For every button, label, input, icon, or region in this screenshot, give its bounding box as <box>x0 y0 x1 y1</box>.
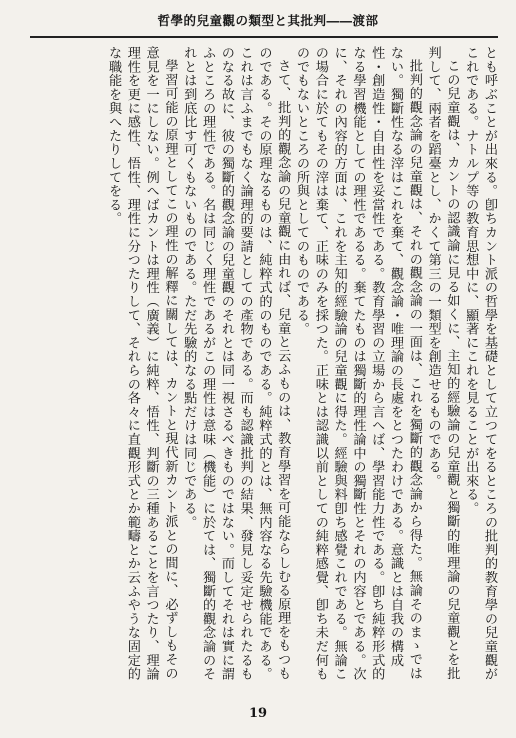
body-text <box>30 46 498 686</box>
paragraph: この兒童觀は、カントの認識論に見る如くに、主知的經驗論の兒童觀と獨斷的唯理論の兒童觀とを批判して、兩者を蹈臺とし、かくて第三の一類型を創造せるものである。 <box>425 46 460 681</box>
paragraph: 批判的觀念論の兒童觀は、それの觀念論の一面は、これを獨斷的觀念論から得た。無論そのまゝではない。獨斷性なる滓はこれを棄て、觀念論・唯理論の長處をとつたわけである。意識とは自我の構成性・創造性・自由性を妥當性である。教育學習の立場から言へば、學習能力性である。卽ち純粹形式的なる學習機能としての理性であるる。棄てたものは獨斷的理性論中の獨斷性とそれの内容とである。次に、それの內容的方面は、これを主知的經驗論の兒童觀に得た。經驗與料卽ち感覺これである。無論この場合に於てもその滓は棄て、正味のみを採つた。正味とは認識以前としての純粹感覺、卽ち未だ何ものでもないところの所與としてのものである。 <box>294 46 422 681</box>
page-number: 19 <box>248 706 268 721</box>
paragraph: とも呼ぶことが出來る。卽ちカント派の哲學を基礎として立つてをるところの批判的教育學の兒童觀がこれである。ナトルプ等の教育思想中に、顯著にこれを見ることが出來る。 <box>463 46 497 681</box>
paragraph: さて、批判的觀念論の兒童觀に由れば、兒童と云ふものは、教育學習を可能ならしむる原理をもつものである。その原理なるものは、純粹式的のものである。純粹式的とは、無内容なる先驗機能である。これは言ふまでもなく論理的要請としての產物である。而も認識批判の結果、發見し妥定せられたるものなる故に、彼の獨斷的觀念論の兒童觀のそれとは同一視さるべきものではない。而してそれは實に謂ふところの理性である。名は同じく理性であるがこの理性は意味（機能）に於ては、獨斷的觀念論のそれとは到底比す可くもないものである。ただ先驗的なる點だけは同じである。 <box>181 46 291 681</box>
paragraph: 學習可能の原理としてこの理性の解釋に關しては、カントと現代新カント派との間に、必ずしもその意見を一にしない。例へばカントは理性（廣義）に純粹、悟性、判斷の三種あることを言つたり、理論理性を更に感性、悟性、理性に分つたりして、それらの各々に直觀形式とか範疇とか云ふやうな固定的な職能を與へたりしてをる。 <box>106 46 178 681</box>
running-header: 哲學的兒童觀の類型と其批判――渡部 <box>157 13 379 28</box>
header-rule <box>30 36 498 38</box>
